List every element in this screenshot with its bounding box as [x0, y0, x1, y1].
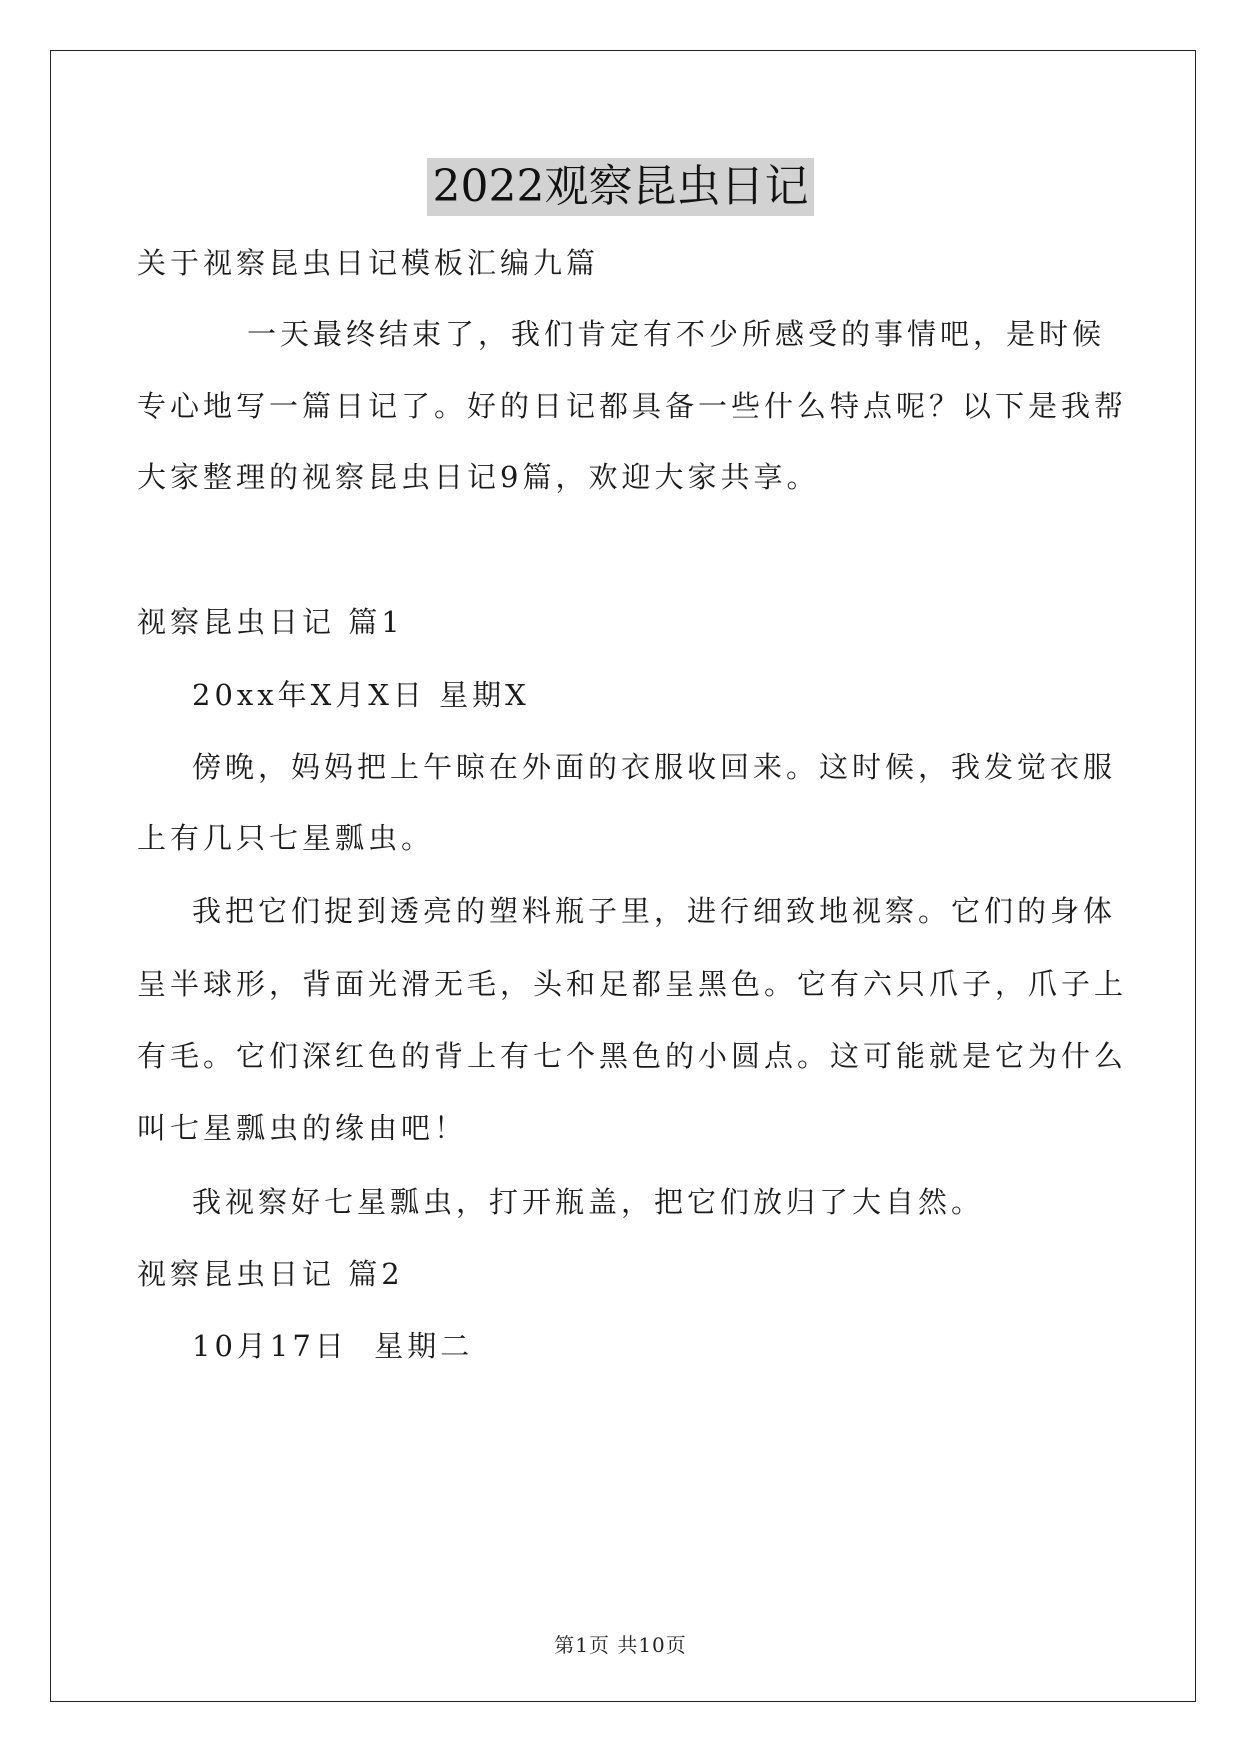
intro-line-1: 一天最终结束了，我们肯定有不少所感受的事情吧，是时候: [247, 317, 1106, 351]
page-border: [50, 50, 1196, 1702]
section1-p1-line2: 上有几只七星瓢虫。: [137, 821, 435, 855]
document-subtitle: 关于视察昆虫日记模板汇编九篇: [137, 246, 600, 280]
section1-p2-line1: 我把它们捉到透亮的塑料瓶子里，进行细致地视察。它们的身体: [192, 894, 1117, 928]
document-title: 2022观察昆虫日记: [427, 158, 815, 216]
section1-p2-line3: 有毛。它们深红色的背上有七个黑色的小圆点。这可能就是它为什么: [137, 1039, 1128, 1073]
intro-line-3: 大家整理的视察昆虫日记9篇，欢迎大家共享。: [137, 460, 820, 494]
section1-heading: 视察昆虫日记 篇1: [137, 605, 404, 639]
section1-p2-line2: 呈半球形，背面光滑无毛，头和足都呈黑色。它有六只爪子，爪子上: [137, 967, 1128, 1001]
section1-p3: 我视察好七星瓢虫，打开瓶盖，把它们放归了大自然。: [192, 1185, 985, 1219]
section1-p2-line4: 叫七星瓢虫的缘由吧！: [137, 1111, 468, 1145]
section2-heading: 视察昆虫日记 篇2: [137, 1257, 404, 1291]
section1-date: 20xx年X月X日 星期X: [192, 678, 530, 712]
section2-date: 10月17日 星期二: [192, 1329, 474, 1363]
page-footer: 第1页 共10页: [554, 1633, 687, 1657]
title-container: [0, 158, 1241, 216]
section1-p1-line1: 傍晚，妈妈把上午晾在外面的衣服收回来。这时候，我发觉衣服: [192, 750, 1117, 784]
intro-line-2: 专心地写一篇日记了。好的日记都具备一些什么特点呢？以下是我帮: [137, 389, 1128, 423]
